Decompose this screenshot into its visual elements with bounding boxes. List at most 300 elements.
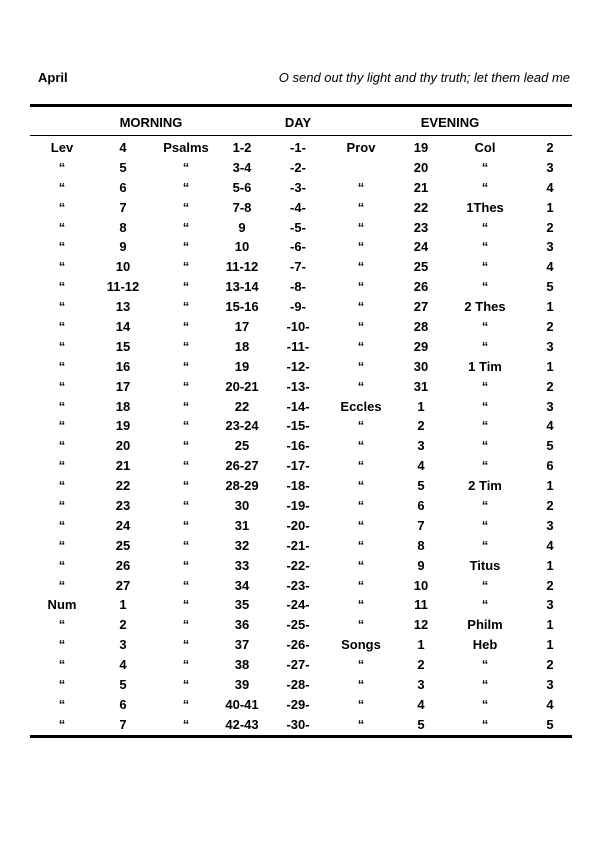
psalms-chapter-cell: 23-24 [225, 418, 259, 434]
morning-chapter-cell: 19 [115, 418, 131, 434]
morning-book-cell: “ [58, 199, 66, 215]
evening-chapter-cell: 28 [413, 319, 429, 335]
evening-book-cell: “ [357, 657, 365, 673]
evening-chapter-cell: 24 [413, 239, 429, 255]
morning-book-cell: “ [58, 338, 66, 354]
morning-book-cell: “ [58, 319, 66, 335]
day-cell: -26- [286, 637, 310, 653]
epistle-chapter-cell: 2 [546, 219, 554, 235]
morning-chapter-cell: 24 [115, 517, 131, 533]
evening-book-cell: “ [357, 219, 365, 235]
psalms-book-cell: “ [182, 517, 190, 533]
epistle-chapter-cell: 2 [546, 140, 554, 155]
day-cell: -30- [286, 716, 310, 732]
psalms-book-cell: “ [182, 617, 190, 633]
evening-book-cell: “ [357, 617, 365, 633]
evening-book-cell: “ [357, 239, 365, 255]
evening-chapter-cell: 31 [413, 378, 429, 394]
evening-book-cell: “ [357, 358, 365, 374]
evening-chapter-cell: 26 [413, 279, 429, 295]
psalms-chapter-cell: 5-6 [232, 179, 252, 195]
morning-book-cell: “ [58, 398, 66, 414]
morning-chapter-cell: 25 [115, 537, 131, 553]
bottom-rule [30, 735, 572, 738]
morning-book-cell: “ [58, 458, 66, 474]
table-row [0, 615, 600, 635]
morning-chapter-cell: 14 [115, 319, 131, 335]
epistle-chapter-cell: 3 [546, 338, 554, 354]
psalms-book-cell: “ [182, 319, 190, 335]
table-row [0, 476, 600, 496]
morning-book-cell: “ [58, 239, 66, 255]
evening-book-cell: Prov [346, 140, 376, 155]
psalms-book-cell: “ [182, 199, 190, 215]
day-cell: -22- [286, 557, 310, 573]
morning-book-cell: “ [58, 259, 66, 275]
header-rule [30, 135, 572, 136]
top-rule [30, 104, 572, 107]
psalms-chapter-cell: 17 [234, 319, 250, 335]
day-cell: -5- [290, 219, 306, 235]
psalms-book-cell: “ [182, 637, 190, 653]
table-row [0, 237, 600, 257]
epistle-book-cell: “ [481, 179, 489, 195]
psalms-chapter-cell: 31 [234, 517, 250, 533]
psalms-chapter-cell: 34 [234, 577, 250, 593]
epistle-chapter-cell: 5 [546, 716, 554, 732]
day-cell: -13- [286, 378, 310, 394]
epistle-chapter-cell: 4 [546, 259, 554, 275]
psalms-book-cell: “ [182, 677, 190, 693]
day-cell: -16- [286, 438, 310, 454]
table-row [0, 635, 600, 655]
epistle-book-cell: 2 Tim [468, 478, 502, 494]
psalms-book-cell: “ [182, 577, 190, 593]
evening-chapter-cell: 1 [417, 398, 425, 414]
table-row [0, 436, 600, 456]
psalms-book-cell: “ [182, 557, 190, 573]
morning-book-cell: “ [58, 617, 66, 633]
psalms-book-cell: “ [182, 159, 190, 175]
psalms-book-cell: “ [182, 338, 190, 354]
psalms-chapter-cell: 35 [234, 597, 250, 613]
epistle-chapter-cell: 1 [546, 637, 554, 653]
morning-book-cell: “ [58, 537, 66, 553]
psalms-book-cell: “ [182, 299, 190, 315]
psalms-chapter-cell: 15-16 [225, 299, 259, 315]
morning-chapter-cell: 4 [119, 140, 127, 155]
evening-chapter-cell: 7 [417, 517, 425, 533]
epistle-book-cell: 2 Thes [464, 299, 506, 315]
morning-chapter-cell: 11-12 [106, 279, 140, 295]
morning-book-cell: “ [58, 299, 66, 315]
epistle-book-cell: “ [481, 438, 489, 454]
psalms-chapter-cell: 10 [234, 239, 250, 255]
morning-chapter-cell: 16 [115, 358, 131, 374]
psalms-chapter-cell: 1-2 [232, 140, 252, 155]
evening-book-cell: “ [357, 319, 365, 335]
epistle-book-cell: “ [481, 657, 489, 673]
table-row [0, 257, 600, 277]
evening-chapter-cell: 3 [417, 438, 425, 454]
epistle-chapter-cell: 3 [546, 597, 554, 613]
epistle-book-cell: 1Thes [466, 199, 504, 215]
psalms-chapter-cell: 9 [238, 219, 246, 235]
evening-chapter-cell: 2 [417, 657, 425, 673]
psalms-book-cell: “ [182, 179, 190, 195]
table-row [0, 178, 600, 198]
morning-chapter-cell: 1 [119, 597, 127, 613]
epistle-book-cell: “ [481, 418, 489, 434]
morning-chapter-cell: 5 [119, 677, 127, 693]
epistle-book-cell: “ [481, 577, 489, 593]
epistle-book-cell: Titus [469, 557, 501, 573]
morning-book-cell: “ [58, 696, 66, 712]
epistle-chapter-cell: 4 [546, 418, 554, 434]
evening-book-cell: “ [357, 418, 365, 434]
table-row [0, 158, 600, 178]
epistle-chapter-cell: 1 [546, 557, 554, 573]
evening-chapter-cell: 22 [413, 199, 429, 215]
morning-book-cell: “ [58, 498, 66, 514]
epistle-chapter-cell: 2 [546, 577, 554, 593]
table-row [0, 536, 600, 556]
table-row [0, 456, 600, 476]
day-cell: -23- [286, 577, 310, 593]
table-row [0, 695, 600, 715]
evening-chapter-cell: 20 [413, 159, 429, 175]
morning-chapter-cell: 22 [115, 478, 131, 494]
morning-book-cell: “ [58, 219, 66, 235]
table-row [0, 715, 600, 735]
table-row [0, 556, 600, 576]
morning-book-cell: Lev [50, 140, 74, 155]
morning-chapter-cell: 27 [115, 577, 131, 593]
psalms-book-cell: Psalms [163, 140, 209, 155]
evening-chapter-cell: 5 [417, 478, 425, 494]
psalms-book-cell: “ [182, 279, 190, 295]
evening-book-cell: “ [357, 517, 365, 533]
evening-chapter-cell: 9 [417, 557, 425, 573]
morning-chapter-cell: 18 [115, 398, 131, 414]
epistle-chapter-cell: 3 [546, 517, 554, 533]
evening-chapter-cell: 10 [413, 577, 429, 593]
month-title: April [38, 70, 68, 85]
psalms-chapter-cell: 28-29 [225, 478, 259, 494]
evening-chapter-cell: 4 [417, 458, 425, 474]
morning-chapter-cell: 3 [119, 637, 127, 653]
morning-book-cell: “ [58, 179, 66, 195]
epistle-book-cell: “ [481, 279, 489, 295]
day-cell: -21- [286, 537, 310, 553]
morning-book-cell: “ [58, 438, 66, 454]
psalms-chapter-cell: 30 [234, 498, 250, 514]
psalms-chapter-cell: 32 [234, 537, 250, 553]
evening-book-cell: “ [357, 199, 365, 215]
epistle-chapter-cell: 2 [546, 378, 554, 394]
epistle-book-cell: “ [481, 537, 489, 553]
day-cell: -11- [286, 338, 310, 354]
evening-chapter-cell: 8 [417, 537, 425, 553]
morning-book-cell: Num [47, 597, 77, 613]
evening-book-cell: “ [357, 338, 365, 354]
psalms-book-cell: “ [182, 438, 190, 454]
psalms-chapter-cell: 3-4 [232, 159, 252, 175]
psalms-book-cell: “ [182, 537, 190, 553]
evening-chapter-cell: 27 [413, 299, 429, 315]
morning-book-cell: “ [58, 279, 66, 295]
table-row [0, 595, 600, 615]
psalms-book-cell: “ [182, 378, 190, 394]
table-row [0, 496, 600, 516]
morning-book-cell: “ [58, 557, 66, 573]
psalms-chapter-cell: 20-21 [225, 378, 259, 394]
epistle-book-cell: “ [481, 716, 489, 732]
epistle-chapter-cell: 6 [546, 458, 554, 474]
evening-chapter-cell: 12 [413, 617, 429, 633]
morning-book-cell: “ [58, 159, 66, 175]
morning-chapter-cell: 15 [115, 338, 131, 354]
epistle-chapter-cell: 2 [546, 319, 554, 335]
epistle-book-cell: Philm [467, 617, 503, 633]
evening-chapter-cell: 5 [417, 716, 425, 732]
day-cell: -4- [290, 199, 306, 215]
day-cell: -15- [286, 418, 310, 434]
evening-chapter-cell: 30 [413, 358, 429, 374]
morning-chapter-cell: 9 [119, 239, 127, 255]
evening-chapter-cell: 25 [413, 259, 429, 275]
evening-chapter-cell: 2 [417, 418, 425, 434]
evening-book-cell: “ [357, 557, 365, 573]
psalms-chapter-cell: 7-8 [232, 199, 252, 215]
table-row [0, 218, 600, 238]
day-cell: -19- [286, 498, 310, 514]
epistle-chapter-cell: 5 [546, 279, 554, 295]
epistle-book-cell: “ [481, 517, 489, 533]
day-cell: -17- [286, 458, 310, 474]
epistle-book-cell: “ [481, 159, 489, 175]
day-cell: -25- [286, 617, 310, 633]
day-cell: -7- [290, 259, 306, 275]
morning-chapter-cell: 6 [119, 696, 127, 712]
table-row [0, 198, 600, 218]
psalms-book-cell: “ [182, 239, 190, 255]
psalms-chapter-cell: 36 [234, 617, 250, 633]
psalms-chapter-cell: 33 [234, 557, 250, 573]
epistle-chapter-cell: 4 [546, 696, 554, 712]
evening-book-cell: Songs [341, 637, 381, 653]
table-row [0, 516, 600, 536]
psalms-chapter-cell: 19 [234, 358, 250, 374]
evening-chapter-cell: 1 [417, 637, 425, 653]
table-row [0, 416, 600, 436]
epistle-chapter-cell: 2 [546, 657, 554, 673]
evening-book-cell: Eccles [340, 398, 382, 414]
evening-chapter-cell: 3 [417, 677, 425, 693]
day-cell: -28- [286, 677, 310, 693]
day-cell: -6- [290, 239, 306, 255]
evening-book-cell: “ [357, 438, 365, 454]
morning-chapter-cell: 17 [115, 378, 131, 394]
table-row [0, 337, 600, 357]
psalms-book-cell: “ [182, 219, 190, 235]
psalms-book-cell: “ [182, 657, 190, 673]
psalms-book-cell: “ [182, 398, 190, 414]
morning-chapter-cell: 21 [115, 458, 131, 474]
epistle-book-cell: “ [481, 677, 489, 693]
table-row [0, 675, 600, 695]
epistle-book-cell: “ [481, 259, 489, 275]
table-row [0, 317, 600, 337]
evening-book-cell: “ [357, 716, 365, 732]
day-cell: -1- [290, 140, 306, 155]
psalms-chapter-cell: 42-43 [225, 716, 259, 732]
psalms-book-cell: “ [182, 259, 190, 275]
day-header: DAY [284, 115, 312, 130]
evening-chapter-cell: 21 [413, 179, 429, 195]
day-cell: -12- [286, 358, 310, 374]
day-cell: -18- [286, 478, 310, 494]
evening-book-cell: “ [357, 498, 365, 514]
psalms-book-cell: “ [182, 358, 190, 374]
epistle-chapter-cell: 3 [546, 239, 554, 255]
evening-header: EVENING [420, 115, 480, 130]
morning-chapter-cell: 8 [119, 219, 127, 235]
epistle-book-cell: Heb [472, 637, 498, 653]
evening-book-cell: “ [357, 677, 365, 693]
epistle-book-cell: “ [481, 239, 489, 255]
epistle-chapter-cell: 1 [546, 617, 554, 633]
table-row [0, 397, 600, 417]
epistle-chapter-cell: 1 [546, 358, 554, 374]
epistle-chapter-cell: 1 [546, 478, 554, 494]
morning-book-cell: “ [58, 378, 66, 394]
evening-book-cell: “ [357, 378, 365, 394]
morning-book-cell: “ [58, 517, 66, 533]
morning-chapter-cell: 10 [115, 259, 131, 275]
epistle-book-cell: “ [481, 458, 489, 474]
table-row [0, 297, 600, 317]
evening-book-cell: “ [357, 179, 365, 195]
morning-chapter-cell: 7 [119, 716, 127, 732]
evening-book-cell: “ [357, 597, 365, 613]
evening-chapter-cell: 11 [414, 597, 428, 613]
epistle-book-cell: “ [481, 338, 489, 354]
evening-book-cell: “ [357, 259, 365, 275]
psalms-chapter-cell: 18 [234, 338, 250, 354]
morning-chapter-cell: 23 [115, 498, 131, 514]
epistle-book-cell: “ [481, 219, 489, 235]
day-cell: -10- [286, 319, 310, 335]
morning-book-cell: “ [58, 418, 66, 434]
evening-chapter-cell: 23 [413, 219, 429, 235]
evening-book-cell: “ [357, 279, 365, 295]
evening-chapter-cell: 4 [417, 696, 425, 712]
psalms-book-cell: “ [182, 696, 190, 712]
table-row [0, 377, 600, 397]
day-cell: -2- [290, 159, 306, 175]
morning-chapter-cell: 7 [119, 199, 127, 215]
epistle-chapter-cell: 4 [546, 179, 554, 195]
psalms-book-cell: “ [182, 418, 190, 434]
reading-table [0, 138, 600, 735]
day-cell: -8- [290, 279, 306, 295]
day-cell: -20- [286, 517, 310, 533]
epistle-chapter-cell: 1 [546, 299, 554, 315]
motto-text: O send out thy light and thy truth; let them lead me [278, 70, 570, 85]
evening-book-cell: “ [357, 537, 365, 553]
morning-book-cell: “ [58, 677, 66, 693]
epistle-book-cell: “ [481, 696, 489, 712]
evening-book-cell: “ [357, 577, 365, 593]
epistle-chapter-cell: 4 [546, 537, 554, 553]
psalms-book-cell: “ [182, 498, 190, 514]
epistle-chapter-cell: 3 [546, 677, 554, 693]
morning-chapter-cell: 6 [119, 179, 127, 195]
morning-book-cell: “ [58, 657, 66, 673]
morning-chapter-cell: 20 [115, 438, 131, 454]
morning-book-cell: “ [58, 637, 66, 653]
table-row [0, 576, 600, 596]
psalms-chapter-cell: 22 [234, 398, 250, 414]
psalms-book-cell: “ [182, 716, 190, 732]
evening-chapter-cell: 19 [413, 140, 429, 155]
psalms-book-cell: “ [182, 458, 190, 474]
evening-book-cell: “ [357, 299, 365, 315]
morning-chapter-cell: 26 [115, 557, 131, 573]
evening-chapter-cell: 29 [413, 338, 429, 354]
epistle-book-cell: “ [481, 378, 489, 394]
evening-book-cell: “ [357, 458, 365, 474]
morning-header: MORNING [119, 115, 183, 130]
morning-book-cell: “ [58, 577, 66, 593]
epistle-book-cell: 1 Tim [468, 358, 502, 374]
day-cell: -3- [290, 179, 306, 195]
morning-chapter-cell: 2 [119, 617, 127, 633]
psalms-chapter-cell: 37 [234, 637, 250, 653]
day-cell: -14- [286, 398, 310, 414]
day-cell: -9- [290, 299, 306, 315]
epistle-chapter-cell: 5 [546, 438, 554, 454]
morning-book-cell: “ [58, 716, 66, 732]
table-row [0, 655, 600, 675]
epistle-chapter-cell: 3 [546, 398, 554, 414]
epistle-book-cell: “ [481, 319, 489, 335]
day-cell: -24- [286, 597, 310, 613]
epistle-book-cell: “ [481, 498, 489, 514]
psalms-chapter-cell: 39 [234, 677, 250, 693]
morning-chapter-cell: 5 [119, 159, 127, 175]
psalms-book-cell: “ [182, 597, 190, 613]
table-row [0, 277, 600, 297]
epistle-chapter-cell: 1 [546, 199, 554, 215]
evening-chapter-cell: 6 [417, 498, 425, 514]
table-row [0, 357, 600, 377]
day-cell: -29- [286, 696, 310, 712]
psalms-chapter-cell: 13-14 [225, 279, 259, 295]
epistle-chapter-cell: 3 [546, 159, 554, 175]
psalms-chapter-cell: 25 [234, 438, 250, 454]
epistle-chapter-cell: 2 [546, 498, 554, 514]
morning-chapter-cell: 4 [119, 657, 127, 673]
epistle-book-cell: “ [481, 597, 489, 613]
psalms-book-cell: “ [182, 478, 190, 494]
morning-book-cell: “ [58, 478, 66, 494]
psalms-chapter-cell: 38 [234, 657, 250, 673]
day-cell: -27- [286, 657, 310, 673]
psalms-chapter-cell: 11-12 [225, 259, 259, 275]
morning-book-cell: “ [58, 358, 66, 374]
